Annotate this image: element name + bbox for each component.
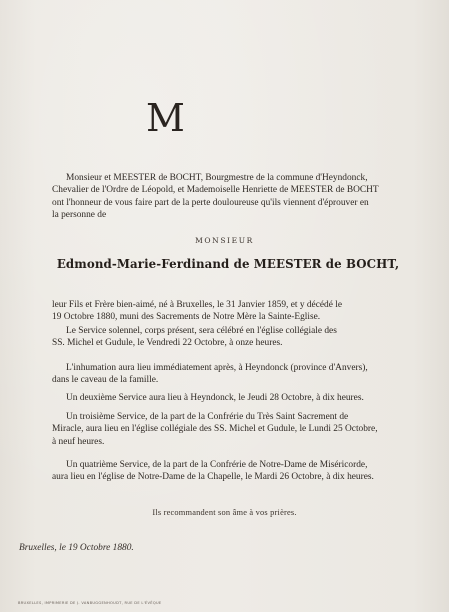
birth-death-paragraph <box>52 299 404 324</box>
paragraph-line: aura lieu en l'église de Notre-Dame de la Chapelle, le Mardi 26 Octobre, à dix heures. <box>52 472 374 483</box>
ornamental-initial: M <box>146 96 185 140</box>
paragraph-line: Miracle, aura lieu en l'église collégiale des SS. Michel et Gudule, le Lundi 25 Octobre, <box>52 424 378 435</box>
intro-line: Chevalier de l'Ordre de Léopold, et Mademoiselle Henriette de MEESTER de BOCHT <box>52 185 379 196</box>
intro-line: Monsieur et MEESTER de BOCHT, Bourgmestre de la commune d'Heyndonck, <box>66 173 368 183</box>
paragraph-line: 19 Octobre 1880, muni des Sacrements de Notre Mère la Sainte-Eglise. <box>52 312 321 323</box>
intro-paragraph <box>52 172 404 222</box>
deceased-name: Edmond-Marie-Ferdinand de MEESTER de BOCHT, <box>56 257 400 271</box>
paragraph-line: Le Service solennel, corps présent, sera célébré en l'église collégiale des <box>66 326 337 336</box>
paragraph-line: dans le caveau de la famille. <box>52 375 159 386</box>
second-service-paragraph <box>52 392 404 404</box>
third-service-paragraph <box>52 411 404 448</box>
burial-paragraph <box>52 362 404 387</box>
monsieur-heading: MONSIEUR <box>195 236 254 245</box>
intro-line: ont l'honneur de vous faire part de la perte douloureuse qu'ils viennent d'éprouver en <box>52 197 369 208</box>
place-date-signature: Bruxelles, le 19 Octobre 1880. <box>19 543 134 553</box>
paragraph-line: Un troisième Service, de la part de la Confrérie du Très Saint Sacrement de <box>66 412 349 422</box>
paragraph-line: SS. Michel et Gudule, le Vendredi 22 Octobre, à onze heures. <box>52 338 283 349</box>
intro-line: la personne de <box>52 210 107 221</box>
solemn-service-paragraph <box>52 325 404 350</box>
paragraph-line: Un deuxième Service aura lieu à Heyndonck, le Jeudi 28 Octobre, à dix heures. <box>66 393 364 403</box>
printer-imprint: BRUXELLES, IMPRIMERIE DE J. VANBUGGENHOUDT, RUE DE L'ÉVÊQUE <box>18 601 162 605</box>
paragraph-line: L'inhumation aura lieu immédiatement après, à Heyndonck (province d'Anvers), <box>66 363 368 373</box>
fourth-service-paragraph <box>52 459 404 484</box>
closing-prayer: Ils recommandent son âme à vos prières. <box>152 508 297 517</box>
paragraph-line: Un quatrième Service, de la part de la Confrérie de Notre-Dame de Miséricorde, <box>66 460 368 470</box>
paragraph-line: leur Fils et Frère bien-aimé, né à Bruxelles, le 31 Janvier 1859, et y décédé le <box>52 300 343 310</box>
paragraph-line: à neuf heures. <box>52 436 105 447</box>
